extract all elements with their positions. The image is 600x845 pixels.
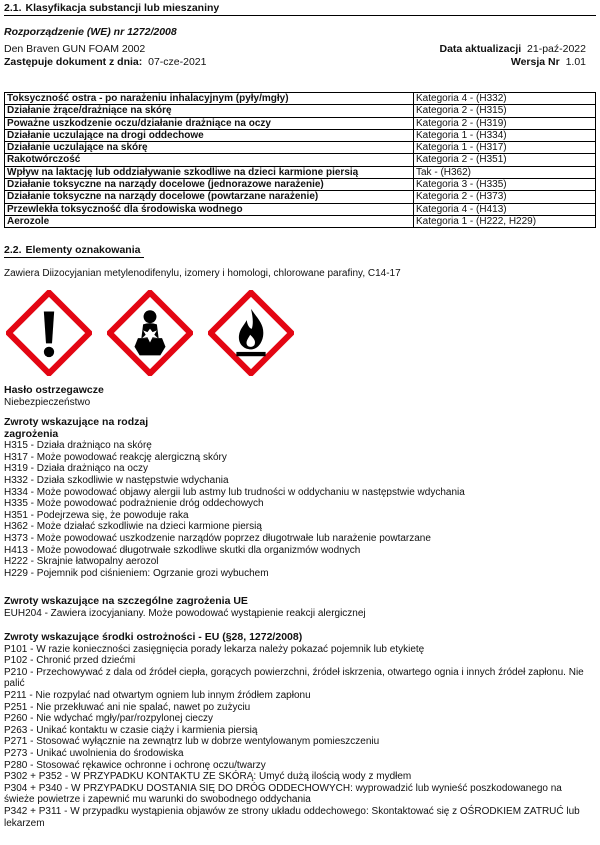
classification-row bbox=[5, 129, 596, 141]
hazard-statement: H351 - Podejrzewa się, że powoduje raka bbox=[4, 509, 189, 521]
signal-word: Niebezpieczeństwo bbox=[4, 396, 91, 408]
exclamation-mark-icon bbox=[6, 290, 92, 376]
special-hazards-block bbox=[4, 596, 594, 619]
hazard-statement: H332 - Działa szkodliwie w następstwie wdychania bbox=[4, 474, 229, 486]
precaution-statement: P102 - Chronić przed dziećmi bbox=[4, 655, 136, 667]
hazard-category: Kategoria 3 - (H335) bbox=[414, 179, 596, 191]
precaution-statement: P260 - Nie wdychać mgły/par/rozpylonej cieczy bbox=[4, 713, 213, 725]
hazard-statement: H222 - Skrajnie łatwopalny aerozol bbox=[4, 556, 159, 568]
hazard-statement: H362 - Może działać szkodliwie na dzieci karmione piersią bbox=[4, 521, 262, 533]
precaution-heading: Zwroty wskazujące środki ostrożności - EU (§28, 1272/2008) bbox=[4, 631, 303, 643]
precaution-statement-list bbox=[4, 644, 594, 830]
hazard-statement: H335 - Może powodować podrażnienie dróg oddechowych bbox=[4, 498, 264, 510]
hazard-category: Kategoria 2 - (H351) bbox=[414, 154, 596, 166]
precaution-statement: P251 - Nie przekłuwać ani nie spalać, nawet po zużyciu bbox=[4, 701, 251, 713]
section-underline bbox=[4, 257, 144, 258]
classification-row bbox=[5, 154, 596, 166]
hazard-class: Działanie toksyczne na narządy docelowe (powtarzane narażenie) bbox=[5, 191, 414, 203]
hazard-statement: H413 - Może powodować długotrwałe szkodliwe skutki dla organizmów wodnych bbox=[4, 544, 361, 556]
hazard-category: Kategoria 1 - (H317) bbox=[414, 142, 596, 154]
update-date-row bbox=[439, 43, 586, 55]
precaution-statement: P263 - Unikać kontaktu w czasie ciąży i karmienia piersią bbox=[4, 724, 258, 736]
hazard-statement: H315 - Działa drażniąco na skórę bbox=[4, 440, 152, 452]
hazard-class: Rakotwórczość bbox=[5, 154, 414, 166]
hazard-statement: H373 - Może powodować uszkodzenie narządów poprzez długotrwałe lub narażenie powtarzane bbox=[4, 532, 431, 544]
version-row bbox=[511, 56, 586, 68]
replaces-document bbox=[4, 56, 206, 68]
hazard-category: Kategoria 2 - (H315) bbox=[414, 105, 596, 117]
hazard-statement: H317 - Może powodować reakcję alergiczną skóry bbox=[4, 451, 227, 463]
classification-row bbox=[5, 191, 596, 203]
contains-statement: Zawiera Diizocyjanian metylenodifenylu, izomery i homologi, chlorowane parafiny, C14-17 bbox=[4, 268, 401, 279]
hazard-class: Poważne uszkodzenie oczu/działanie drażniące na oczy bbox=[5, 117, 414, 129]
hazard-class: Przewlekła toksyczność dla środowiska wodnego bbox=[5, 203, 414, 215]
hazard-category: Kategoria 2 - (H373) bbox=[414, 191, 596, 203]
section-title-text: Elementy oznakowania bbox=[25, 244, 141, 256]
hazard-category: Kategoria 4 - (H332) bbox=[414, 93, 596, 105]
classification-row bbox=[5, 117, 596, 129]
precaution-statement: P211 - Nie rozpylać nad otwartym ogniem lub innym źródłem zapłonu bbox=[4, 689, 311, 701]
precaution-statement: P342 + P311 - W przypadku wystąpienia objawów ze strony układu oddechowego: Skontaktować się z OŚRODKIEM ZATRUĆ lub lekarzem bbox=[4, 805, 580, 829]
hazard-statements-block bbox=[4, 417, 594, 579]
hazard-statement-list bbox=[4, 440, 594, 579]
hazard-class: Działanie uczulające na drogi oddechowe bbox=[5, 129, 414, 141]
hazard-class: Działanie toksyczne na narządy docelowe (jednorazowe narażenie) bbox=[5, 179, 414, 191]
hazard-statement: H319 - Działa drażniąco na oczy bbox=[4, 463, 148, 475]
section-2-2-title bbox=[4, 244, 140, 256]
classification-row bbox=[5, 203, 596, 215]
precaution-statement: P302 + P352 - W PRZYPADKU KONTAKTU ZE SKÓRĄ: Umyć dużą ilością wody z mydłem bbox=[4, 771, 412, 783]
version-value: 1.01 bbox=[565, 56, 586, 68]
health-hazard-icon bbox=[107, 290, 193, 376]
hazard-heading-line2: zagrożenia bbox=[4, 427, 59, 440]
precaution-block bbox=[4, 632, 594, 829]
hazard-statement: H229 - Pojemnik pod ciśnieniem: Ogrzanie grozi wybuchem bbox=[4, 567, 269, 579]
hazard-class: Aerozole bbox=[5, 215, 414, 227]
section-underline bbox=[4, 15, 596, 16]
classification-row bbox=[5, 179, 596, 191]
product-name: Den Braven GUN FOAM 2002 bbox=[4, 43, 146, 55]
section-2-1-title bbox=[4, 2, 219, 14]
classification-table bbox=[4, 92, 596, 228]
flame-icon bbox=[208, 290, 294, 376]
classification-row bbox=[5, 93, 596, 105]
section-title-text: Klasyfikacja substancji lub mieszaniny bbox=[25, 2, 220, 14]
regulation-title: Rozporządzenie (WE) nr 1272/2008 bbox=[4, 26, 177, 38]
hazard-category: Tak - (H362) bbox=[414, 166, 596, 178]
hazard-class: Działanie uczulające na skórę bbox=[5, 142, 414, 154]
precaution-statement: P273 - Unikać uwolnienia do środowiska bbox=[4, 747, 184, 759]
classification-row bbox=[5, 166, 596, 178]
replaces-label: Zastępuje dokument z dnia: bbox=[4, 56, 143, 68]
hazard-category: Kategoria 1 - (H222, H229) bbox=[414, 215, 596, 227]
hazard-statement: H334 - Może powodować objawy alergii lub astmy lub trudności w oddychaniu w następstwie wdychania bbox=[4, 486, 465, 498]
precaution-statement: P271 - Stosować wyłącznie na zewnątrz lub w dobrze wentylowanym pomieszczeniu bbox=[4, 736, 380, 748]
hazard-category: Kategoria 1 - (H334) bbox=[414, 129, 596, 141]
special-heading: Zwroty wskazujące na szczególne zagrożenia UE bbox=[4, 595, 248, 607]
hazard-category: Kategoria 4 - (H413) bbox=[414, 203, 596, 215]
update-date: 21-paź-2022 bbox=[527, 43, 586, 55]
precaution-statement: P304 + P340 - W PRZYPADKU DOSTANIA SIĘ DO DRÓG ODDECHOWYCH: wyprowadzić lub wynieść poszkodowanego na świeże powietrze i zapewnić mu warunki do swobodnego oddychania bbox=[4, 782, 562, 806]
section-number: 2.2. bbox=[4, 244, 22, 256]
precaution-statement: P210 - Przechowywać z dala od źródeł ciepła, gorących powierzchni, źródeł iskrzenia, otwartego ognia i innych źródeł zapłonu. Nie palić bbox=[4, 666, 584, 690]
classification-row bbox=[5, 105, 596, 117]
special-statement: EUH204 - Zawiera izocyjaniany. Może powodować wystąpienie reakcji alergicznej bbox=[4, 607, 366, 619]
precaution-statement: P280 - Stosować rękawice ochronne i ochronę oczu/twarzy bbox=[4, 759, 266, 771]
classification-row bbox=[5, 215, 596, 227]
classification-row bbox=[5, 142, 596, 154]
replaces-date: 07-cze-2021 bbox=[148, 56, 207, 68]
hazard-heading-line1: Zwroty wskazujące na rodzaj bbox=[4, 416, 149, 428]
version-label: Wersja Nr bbox=[510, 56, 560, 68]
signal-word-block bbox=[4, 385, 594, 408]
signal-word-label: Hasło ostrzegawcze bbox=[4, 384, 104, 396]
hazard-class: Działanie żrące/drażniące na skórę bbox=[5, 105, 414, 117]
hazard-category: Kategoria 2 - (H319) bbox=[414, 117, 596, 129]
hazard-class: Toksyczność ostra - po narażeniu inhalacyjnym (pyły/mgły) bbox=[5, 93, 414, 105]
section-number: 2.1. bbox=[4, 2, 22, 14]
hazard-class: Wpływ na laktację lub oddziaływanie szkodliwe na dzieci karmione piersią bbox=[5, 166, 414, 178]
update-label: Data aktualizacji bbox=[439, 43, 522, 55]
precaution-statement: P101 - W razie konieczności zasięgnięcia porady lekarza należy pokazać pojemnik lub etykietę bbox=[4, 643, 425, 655]
